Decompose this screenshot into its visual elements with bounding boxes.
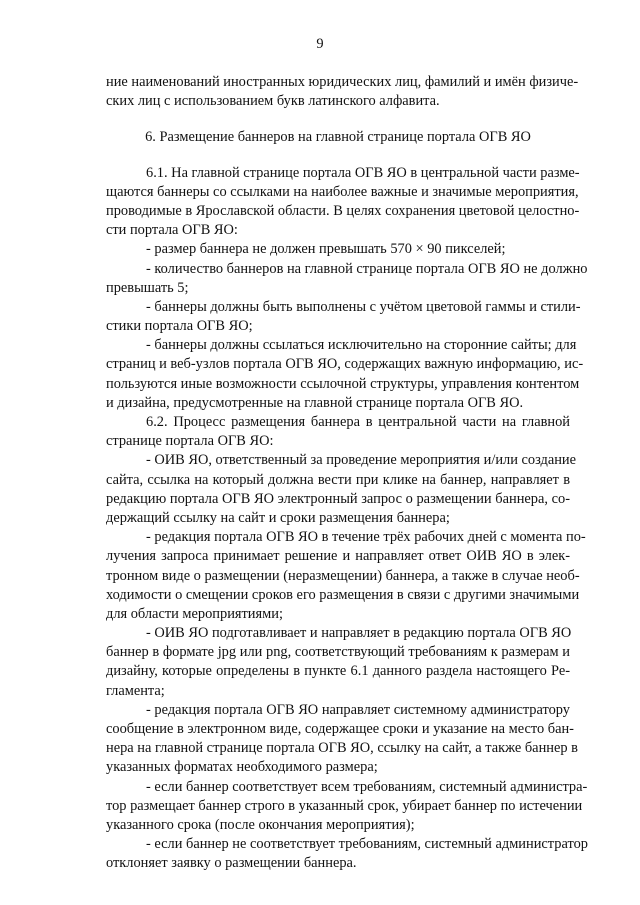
text-line: стики портала ОГВ ЯО; (106, 318, 253, 335)
text-line: ходимости о смещении сроков его размещения в связи с другими значимыми (106, 586, 580, 603)
bullet-banner-links (106, 336, 584, 413)
text-line: - редакция портала ОГВ ЯО в течение трёх рабочих дней с момента по- (146, 529, 586, 546)
step-editorial-to-admin (106, 701, 578, 778)
paragraph-6-2 (106, 413, 570, 451)
text-line: - редакция портала ОГВ ЯО направляет системному администратору (146, 701, 570, 718)
text-line: пользуются иные возможности ссылочной структуры, управления контентом (106, 375, 580, 392)
text-line: превышать 5; (106, 279, 189, 296)
text-line: ских лиц с использованием букв латинского алфавита. (106, 93, 440, 110)
text-line: держащий ссылку на сайт и сроки размещения баннера; (106, 509, 450, 526)
step-admin-places (106, 778, 588, 836)
text-line: отклоняет заявку о размещении баннера. (106, 855, 357, 872)
text-line: дизайну, которые определены в пункте 6.1 данного раздела настоящего Ре- (106, 663, 570, 680)
text-line: 6.2. Процесс размещения баннера в центральной части на главной (146, 414, 570, 430)
text-line: - баннеры должны ссылаться исключительно на сторонние сайты; для (146, 337, 577, 354)
text-line: странице портала ОГВ ЯО: (106, 433, 274, 450)
text-line: - баннеры должны быть выполнены с учётом цветовой гаммы и стили- (146, 298, 581, 315)
text-line: сайта, ссылка на который должна вести при клике на баннер, направляет в (106, 471, 570, 488)
text-line: лучения запроса принимает решение и направляет ответ ОИВ ЯО в элек- (106, 548, 570, 565)
bullet-banner-size (106, 240, 570, 259)
text-line: проводимые в Ярославской области. В целях сохранения цветовой целостно- (106, 202, 580, 219)
section-heading: 6. Размещение баннеров на главной странице портала ОГВ ЯО (145, 129, 531, 146)
text-line: баннер в формате jpg или png, соответствующий требованиям к размерам и (106, 644, 570, 661)
text-line: редакцию портала ОГВ ЯО электронный запрос о размещении баннера, со- (106, 490, 570, 507)
text-line: тор размещает баннер строго в указанный срок, убирает баннер по истечении (106, 797, 583, 814)
bullet-banner-colors (106, 298, 581, 336)
text-line: ние наименований иностранных юридических лиц, фамилий и имён физиче- (106, 74, 579, 90)
text-line: - количество баннеров на главной странице портала ОГВ ЯО не должно (146, 260, 588, 277)
text-line: - ОИВ ЯО подготавливает и направляет в редакцию портала ОГВ ЯО (146, 625, 572, 642)
text-line: 6.1. На главной странице портала ОГВ ЯО в центральной части разме- (146, 164, 580, 181)
text-line: указанного срока (после окончания мероприятия); (106, 816, 415, 833)
step-admin-rejects (106, 835, 588, 873)
page-number: 9 (316, 36, 324, 52)
step-editorial-decision (106, 528, 586, 624)
bullet-banner-count (106, 260, 588, 298)
step-oiv-request (106, 451, 577, 528)
step-oiv-prepares-banner (106, 624, 570, 701)
text-line: - если баннер соответствует всем требованиям, системный администра- (146, 778, 588, 795)
text-line: сообщение в электронном виде, содержащее сроки и указание на место бан- (106, 721, 574, 737)
paragraph-6-1 (106, 164, 580, 241)
text-line: - ОИВ ЯО, ответственный за проведение мероприятия и/или создание (146, 452, 577, 469)
document-body (106, 73, 588, 874)
text-line: для области мероприятиями; (106, 605, 283, 622)
text-line: нера на главной странице портала ОГВ ЯО, ссылку на сайт, а также баннер в (106, 740, 578, 757)
intro-paragraph (106, 73, 579, 111)
text-line: - если баннер не соответствует требованиям, системный администратор (146, 836, 588, 853)
text-line: тронном виде о размещении (неразмещении) баннера, а также в случае необ- (106, 567, 580, 584)
text-line: сти портала ОГВ ЯО: (106, 222, 238, 239)
text-line: указанных форматах необходимого размера; (106, 759, 378, 776)
text-line: страниц и веб-узлов портала ОГВ ЯО, содержащих важную информацию, ис- (106, 356, 584, 373)
text-line: - размер баннера не должен превышать 570 × 90 пикселей; (146, 241, 506, 258)
text-line: щаются баннеры со ссылками на наиболее важные и значимые мероприятия, (106, 183, 579, 200)
text-line: гламента; (106, 682, 165, 699)
text-line: и дизайна, предусмотренные на главной странице портала ОГВ ЯО. (106, 394, 524, 411)
